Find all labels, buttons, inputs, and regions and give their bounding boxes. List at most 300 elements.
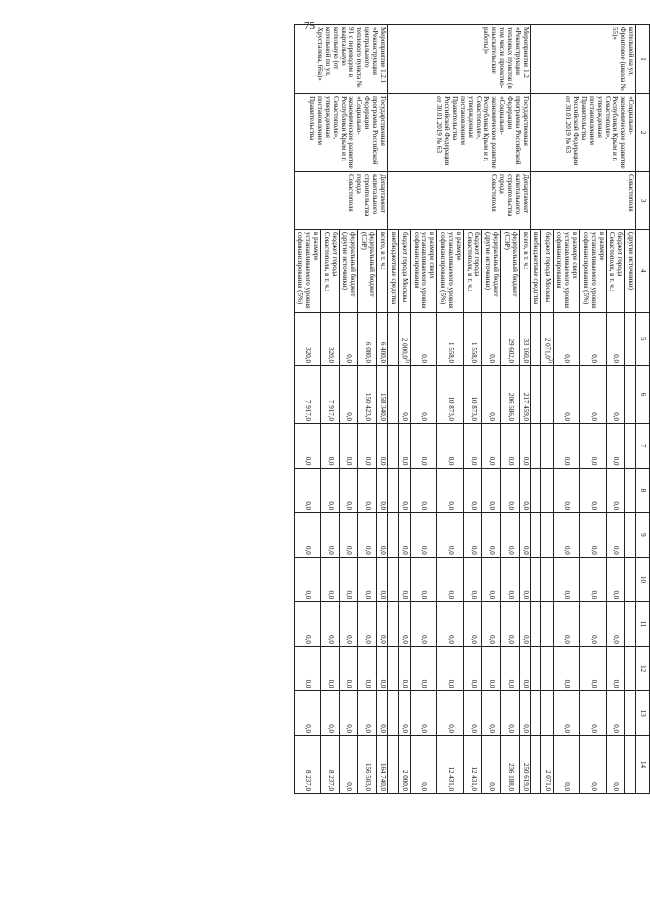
- value-cell: [482, 736, 501, 794]
- value-cell: [501, 513, 520, 558]
- value-text: 0,0: [364, 724, 373, 733]
- value-text: 0,0: [345, 782, 354, 791]
- value-text: 0,0: [378, 635, 387, 644]
- column-number-6: 6: [636, 366, 650, 424]
- value-cell: [541, 691, 553, 736]
- table-row: [519, 25, 530, 794]
- value-text: 0,0: [326, 456, 335, 466]
- value-text: 0,0: [469, 679, 478, 689]
- value-cell: [358, 602, 377, 647]
- value-cell: [501, 646, 520, 691]
- value-cell: [437, 691, 463, 736]
- value-cell: [294, 423, 320, 468]
- executor-cell: Департамент капитального строительства города Севастополя: [387, 172, 530, 230]
- value-cell: [463, 468, 482, 513]
- funding-source-cell: федеральный бюджет (другие источники): [482, 230, 501, 312]
- value-text: 0,0: [612, 724, 621, 733]
- column-number-12: 12: [636, 646, 650, 691]
- value-cell: [321, 736, 340, 794]
- funding-source-cell: бюджет города Москвы: [541, 230, 553, 312]
- value-text: 0,0: [488, 782, 497, 791]
- value-cell: [625, 646, 636, 691]
- value-text: 0,0: [446, 635, 455, 644]
- page-number: 75: [304, 20, 315, 32]
- value-cell: [294, 557, 320, 602]
- value-cell: [580, 468, 606, 513]
- value-text: 0,0: [563, 501, 572, 511]
- value-cell: [463, 423, 482, 468]
- value-text: 6 400,0: [378, 342, 387, 363]
- value-text: 0,0: [488, 412, 497, 421]
- value-cell: [519, 423, 530, 468]
- value-cell: [437, 602, 463, 647]
- value-text: 0,0: [521, 679, 530, 689]
- value-cell: [410, 312, 436, 365]
- value-cell: [358, 366, 377, 424]
- value-text: 0,0: [420, 635, 429, 644]
- value-cell: [606, 312, 625, 365]
- value-cell: [519, 366, 530, 424]
- value-text: 0,0: [378, 545, 387, 555]
- value-cell: [358, 646, 377, 691]
- value-cell: [553, 312, 579, 365]
- value-text: 320,0: [304, 347, 313, 363]
- value-text: 0,0: [612, 679, 621, 689]
- value-cell: [376, 602, 387, 647]
- column-number-14: 14: [636, 736, 650, 794]
- value-cell: [553, 691, 579, 736]
- value-cell: [580, 691, 606, 736]
- column-number-8: 8: [636, 468, 650, 513]
- value-cell: [519, 646, 530, 691]
- value-text: 0,0: [589, 501, 598, 511]
- value-cell: [501, 366, 520, 424]
- value-cell: [482, 366, 501, 424]
- value-cell: [387, 513, 398, 558]
- value-cell: [358, 312, 377, 365]
- value-text: 0,0: [364, 590, 373, 600]
- column-number-2: 2: [636, 94, 650, 172]
- funding-source-cell: в размере сверх устанавливаемого уровня софинансирования: [553, 230, 579, 312]
- value-cell: [625, 691, 636, 736]
- value-cell: [387, 602, 398, 647]
- value-cell: [519, 602, 530, 647]
- value-text: 0,0: [612, 412, 621, 421]
- value-cell: [501, 736, 520, 794]
- value-cell: [321, 691, 340, 736]
- value-text: 0,0: [401, 635, 410, 644]
- value-cell: [437, 366, 463, 424]
- value-text: 0,0: [345, 590, 354, 600]
- funding-source-cell: бюджет города Москвы: [398, 230, 410, 312]
- value-cell: [541, 423, 553, 468]
- program-cell: Государственная программа Российской Федерации «Социально-экономическое развитие Республики Крым и г. Севастополя», утвержденная постановлением Правительства Российской Федерации от 30.01.2019 № 63: [387, 94, 530, 172]
- funding-source-cell: федеральный бюджет (СЭР): [358, 230, 377, 312]
- value-cell: [387, 736, 398, 794]
- value-text: 6 080,0: [364, 342, 373, 363]
- value-cell: [541, 366, 553, 424]
- value-cell: [482, 468, 501, 513]
- value-text: 0,0: [401, 501, 410, 511]
- value-text: 0,0: [304, 635, 313, 644]
- value-cell: [410, 513, 436, 558]
- value-cell: [553, 513, 579, 558]
- value-cell: [321, 646, 340, 691]
- value-cell: [410, 691, 436, 736]
- value-cell: [463, 646, 482, 691]
- value-cell: [606, 366, 625, 424]
- value-text: 33 160,0: [521, 338, 530, 363]
- value-cell: [294, 468, 320, 513]
- value-text: 236 188,0: [506, 763, 515, 791]
- value-cell: [321, 366, 340, 424]
- funding-source-cell: бюджет города Севастополя, в т. ч.:: [321, 230, 340, 312]
- value-cell: [339, 468, 358, 513]
- value-cell: [321, 513, 340, 558]
- value-cell: [541, 602, 553, 647]
- value-text: 0,0: [326, 590, 335, 600]
- value-cell: [482, 602, 501, 647]
- value-text: 320,0: [326, 347, 335, 363]
- value-cell: [398, 513, 410, 558]
- column-number-9: 9: [636, 513, 650, 558]
- value-cell: [358, 691, 377, 736]
- value-text: 0,0: [589, 412, 598, 421]
- value-cell: [387, 557, 398, 602]
- value-text: 0,0: [589, 782, 598, 791]
- value-text: 0,0: [506, 590, 515, 600]
- value-cell: [580, 423, 606, 468]
- value-cell: [530, 423, 541, 468]
- value-text: 0,0: [401, 545, 410, 555]
- budget-table: [294, 24, 650, 794]
- value-text: 0,0: [364, 501, 373, 511]
- value-text: 0,0: [488, 679, 497, 689]
- value-text: 0,0: [563, 679, 572, 689]
- value-cell: [606, 557, 625, 602]
- value-cell: [580, 513, 606, 558]
- executor-cell: Севастополя: [530, 172, 635, 230]
- value-cell: [606, 468, 625, 513]
- value-text: 0,0: [563, 724, 572, 733]
- funding-source-cell: в размере устанавливаемого уровня софинансирования (5%): [437, 230, 463, 312]
- value-text: 0,0: [506, 545, 515, 555]
- value-text: 12 431,0: [469, 766, 478, 791]
- value-cell: [482, 423, 501, 468]
- value-cell: [410, 423, 436, 468]
- value-text: 0,0: [506, 456, 515, 466]
- value-cell: [580, 602, 606, 647]
- value-text: 0,0: [345, 412, 354, 421]
- value-cell: [410, 736, 436, 794]
- value-cell: [294, 646, 320, 691]
- value-cell: [606, 691, 625, 736]
- value-cell: [482, 646, 501, 691]
- value-text: 0,0: [488, 501, 497, 511]
- table-row: [376, 25, 387, 794]
- value-text: 0,0: [378, 679, 387, 689]
- value-text: 0,0: [446, 590, 455, 600]
- value-text: 0,0: [401, 590, 410, 600]
- funding-source-cell: федеральный бюджет (СЭР): [501, 230, 520, 312]
- value-text: 0,0: [488, 635, 497, 644]
- value-text: 10 873,0: [469, 396, 478, 421]
- value-text: 0,0: [345, 501, 354, 511]
- value-text: 1 558,0: [469, 342, 478, 363]
- value-text: 0,0: [521, 501, 530, 511]
- value-cell: [387, 646, 398, 691]
- value-text: 0,0: [401, 456, 410, 466]
- footnote-mark: 2): [403, 358, 409, 363]
- value-text: 164 740,0: [378, 763, 387, 791]
- value-cell: [501, 602, 520, 647]
- value-text: 0,0: [488, 724, 497, 733]
- value-cell: [376, 366, 387, 424]
- value-text: 0,0: [420, 679, 429, 689]
- value-cell: [387, 366, 398, 424]
- value-text: 206 586,0: [506, 392, 515, 421]
- value-text: 0,0: [612, 354, 621, 363]
- column-number-4: 4: [636, 230, 650, 312]
- value-cell: [294, 312, 320, 365]
- value-cell: [437, 736, 463, 794]
- funding-source-cell: всего, в т. ч.:: [376, 230, 387, 312]
- value-cell: [625, 513, 636, 558]
- value-cell: [606, 423, 625, 468]
- column-number-1: 1: [636, 25, 650, 94]
- value-cell: [339, 646, 358, 691]
- value-cell: [463, 736, 482, 794]
- value-text: 0,0: [589, 456, 598, 466]
- table-body: [294, 25, 635, 794]
- value-cell: [376, 312, 387, 365]
- value-text: 7 917,0: [304, 399, 313, 421]
- activity-cell: Мероприятие 1.2.1 «Реконструкция центрального теплового пункта № 91 с переводом в квартальную котельную (от котельной по ул. Хрусталева, 66а)»: [294, 25, 387, 94]
- value-text: 156 503,0: [364, 763, 373, 791]
- value-cell: [387, 468, 398, 513]
- footnote-mark: 2): [546, 358, 552, 363]
- value-text: 0,0: [446, 724, 455, 733]
- value-cell: [580, 557, 606, 602]
- value-text: 0,0: [345, 724, 354, 733]
- value-text: 1 558,0: [446, 342, 455, 363]
- value-cell: [398, 557, 410, 602]
- funding-source-cell: внебюджетные средства: [530, 230, 541, 312]
- value-cell: [519, 736, 530, 794]
- value-cell: [553, 468, 579, 513]
- value-text: 2 000,0: [401, 770, 410, 791]
- value-cell: [530, 602, 541, 647]
- value-text: 0,0: [506, 679, 515, 689]
- value-cell: [339, 423, 358, 468]
- value-text: 0,0: [364, 456, 373, 466]
- value-cell: [321, 602, 340, 647]
- value-cell: [553, 423, 579, 468]
- value-cell: [501, 691, 520, 736]
- value-cell: [437, 646, 463, 691]
- value-text: 0,0: [401, 679, 410, 689]
- value-cell: [463, 366, 482, 424]
- table-row: [625, 25, 636, 794]
- value-cell: [530, 468, 541, 513]
- value-text: 0,0: [589, 679, 598, 689]
- value-cell: [580, 736, 606, 794]
- column-number-7: 7: [636, 423, 650, 468]
- value-cell: [541, 557, 553, 602]
- value-cell: [437, 312, 463, 365]
- value-text: 0,0: [420, 590, 429, 600]
- value-text: 0,0: [304, 456, 313, 466]
- value-cell: [387, 691, 398, 736]
- value-cell: [580, 312, 606, 365]
- value-text: 0,0: [506, 724, 515, 733]
- value-cell: [625, 366, 636, 424]
- value-cell: [519, 312, 530, 365]
- value-cell: [398, 646, 410, 691]
- value-cell: [519, 557, 530, 602]
- value-text: 0,0: [563, 545, 572, 555]
- value-text: 0,0: [345, 635, 354, 644]
- value-text: 0,0: [521, 545, 530, 555]
- value-cell: [376, 468, 387, 513]
- value-cell: [376, 513, 387, 558]
- value-text: 0,0: [589, 635, 598, 644]
- value-cell: [387, 423, 398, 468]
- value-text: 29 602,0: [506, 338, 515, 363]
- value-text: 0,0: [488, 545, 497, 555]
- value-text: 8 237,0: [304, 770, 313, 791]
- value-cell: [321, 423, 340, 468]
- column-number-13: 13: [636, 691, 650, 736]
- funding-source-cell: (другие источники): [625, 230, 636, 312]
- funding-source-cell: в размере устанавливаемого уровня софинансирования (5%): [294, 230, 320, 312]
- value-text: 0,0: [469, 724, 478, 733]
- value-cell: [541, 312, 553, 365]
- value-text: 0,0: [589, 545, 598, 555]
- value-text: 0,0: [506, 501, 515, 511]
- value-text: 0,0: [420, 412, 429, 421]
- value-text: 0,0: [326, 501, 335, 511]
- value-cell: [606, 736, 625, 794]
- value-text: 0,0: [446, 545, 455, 555]
- value-cell: [501, 312, 520, 365]
- value-text: 0,0: [521, 456, 530, 466]
- funding-source-cell: федеральный бюджет (другие источники): [339, 230, 358, 312]
- value-cell: [541, 468, 553, 513]
- value-cell: [501, 468, 520, 513]
- value-cell: [321, 468, 340, 513]
- value-text: 2 071,0: [543, 337, 552, 359]
- value-cell: [482, 513, 501, 558]
- value-cell: [530, 557, 541, 602]
- value-text: 0,0: [563, 635, 572, 644]
- value-text: 0,0: [304, 679, 313, 689]
- value-text: 0,0: [345, 679, 354, 689]
- funding-source-cell: внебюджетные средства: [387, 230, 398, 312]
- value-text: 0,0: [304, 501, 313, 511]
- value-text: 7 917,0: [326, 399, 335, 421]
- funding-source-cell: бюджет города Севастополя, в т. ч.:: [463, 230, 482, 312]
- value-cell: [294, 736, 320, 794]
- value-text: 10 873,0: [446, 396, 455, 421]
- value-text: 0,0: [378, 724, 387, 733]
- value-cell: [541, 646, 553, 691]
- value-cell: [339, 366, 358, 424]
- value-text: 0,0: [364, 679, 373, 689]
- value-text: 12 431,0: [446, 766, 455, 791]
- value-cell: [294, 691, 320, 736]
- value-cell: [625, 468, 636, 513]
- value-text: 0,0: [420, 456, 429, 466]
- value-cell: [376, 423, 387, 468]
- value-cell: [463, 602, 482, 647]
- value-text: 0,0: [378, 501, 387, 511]
- value-text: 0,0: [420, 545, 429, 555]
- value-cell: [625, 423, 636, 468]
- value-cell: [358, 513, 377, 558]
- executor-cell: Департамент капитального строительства города Севастополя: [294, 172, 387, 230]
- value-cell: [482, 691, 501, 736]
- program-cell: «Социально-экономическое развитие Республики Крым и г. Севастополя», утвержденная постановлением Правительства Российской Федерации от 30.01.2019 № 63: [530, 94, 635, 172]
- value-text: 0,0: [378, 590, 387, 600]
- value-cell: [519, 513, 530, 558]
- value-text: 0,0: [612, 782, 621, 791]
- value-cell: [519, 691, 530, 736]
- value-text: 0,0: [378, 456, 387, 466]
- value-cell: [321, 557, 340, 602]
- value-cell: [339, 557, 358, 602]
- value-text: 0,0: [589, 590, 598, 600]
- value-cell: [553, 366, 579, 424]
- value-cell: [339, 602, 358, 647]
- value-text: 0,0: [563, 412, 572, 421]
- value-cell: [410, 602, 436, 647]
- value-text: 0,0: [446, 501, 455, 511]
- value-text: 217 459,0: [521, 392, 530, 421]
- value-cell: [530, 312, 541, 365]
- value-cell: [358, 423, 377, 468]
- value-cell: [530, 736, 541, 794]
- value-cell: [501, 423, 520, 468]
- value-text: 0,0: [446, 456, 455, 466]
- value-text: 150 423,0: [364, 392, 373, 421]
- value-text: 0,0: [469, 456, 478, 466]
- column-number-row: [636, 25, 650, 794]
- column-number-3: 3: [636, 172, 650, 230]
- value-cell: [387, 312, 398, 365]
- value-cell: [625, 557, 636, 602]
- value-text: 0,0: [420, 782, 429, 791]
- value-cell: [398, 468, 410, 513]
- value-cell: [625, 312, 636, 365]
- value-text: 0,0: [612, 590, 621, 600]
- value-cell: [437, 557, 463, 602]
- funding-source-cell: в размере сверх устанавливаемого уровня софинансирования: [410, 230, 436, 312]
- value-cell: [606, 513, 625, 558]
- value-cell: [482, 557, 501, 602]
- value-text: 0,0: [420, 724, 429, 733]
- value-cell: [437, 468, 463, 513]
- value-text: 0,0: [420, 354, 429, 363]
- value-cell: [398, 366, 410, 424]
- value-cell: [530, 513, 541, 558]
- value-text: 250 619,0: [521, 763, 530, 791]
- value-cell: [553, 557, 579, 602]
- funding-source-cell: всего, в т. ч.:: [519, 230, 530, 312]
- value-cell: [519, 468, 530, 513]
- value-text: 0,0: [521, 590, 530, 600]
- value-cell: [398, 691, 410, 736]
